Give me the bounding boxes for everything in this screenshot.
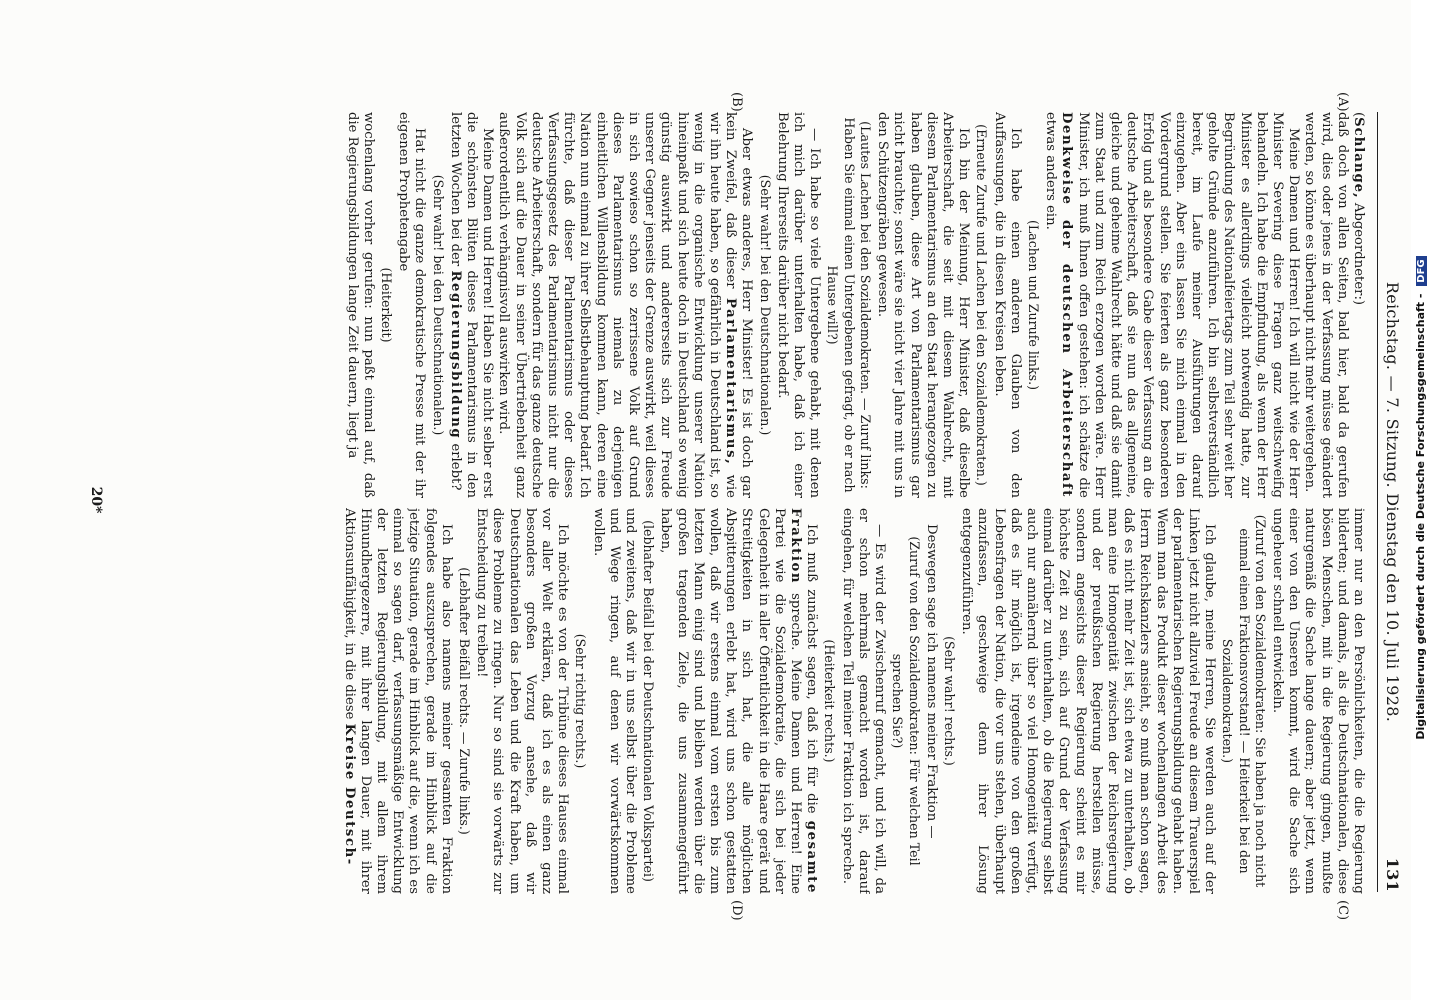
- paragraph-text: spreche. Meine Damen und Herren! Eine Partei wie die Sozialdemokratie, die sich bei jeder Gelegenheit in aller Öffentlichkeit in die Haare gerät und Streitigkeiten in sich hat, die alle möglichen Abspitterungen erlebt hat, wird uns schon gestatten wollen, daß wir erstens einmal vom ersten bis zum letzten Mann einig sind und bleiben werden über die großen tragenden Ziele, die uns zusammengeführt haben,: [658, 508, 804, 894]
- paragraph: immer nur an den Persönlichkeiten, die die Regierung bilderten; und damals, als die Deutschnationalen, diese bösen Menschen, mit in die Regierung gingen, mußte naturgemäß die Sache lange dauern; aber jetzt, wenn einer von den Unseren kommt, wird die Sache sich ungeheuer schnell entwickeln.: [1269, 508, 1366, 894]
- margin-marker-a: (A): [1335, 92, 1350, 112]
- paragraph-text: wie wir ihn heute haben, so gefährlich in Deutschland ist, so wenig in die organische Entwicklung unserer Nation hineinpaßt und sich heute doch in Deutschland so wenig günstig auswirkt und andererseits sich zur Freude unserer Gegner jenseits der Grenze auswirkt, weil dieses in sich sowieso schon so zerrissene Volk auf Grund dieses Parlamentarismus niemals zu derjenigen einheitlichen Willensbildung kommen kann, deren eine Nation nun einmal zu ihrer Selbstbehauptung bedarf. Ich fürchte, daß dieser Parlamentarismus oder dieses Verfassungsgesetz des Parlamentarismus nicht nur die deutsche Arbeiterschaft, sondern für das ganze deutsche Volk sich auf die Dauer in seiner Übertriebenheit ganz außerordentlich verhängnisvoll auswirken wird.: [496, 112, 739, 498]
- emphasis-text: gesamte Fraktion: [788, 508, 820, 894]
- margin-marker-c: (C): [1335, 900, 1350, 921]
- dfg-logo-icon: DFG: [1416, 256, 1427, 285]
- interjection: (Sehr wahr! rechts.): [941, 636, 957, 766]
- sidebar-text-line: [1414, 8, 1434, 988]
- emphasis-text: Kreise Deutsch-: [341, 723, 357, 866]
- paragraph: [495, 112, 754, 498]
- left-column: [121, 112, 1366, 498]
- sidebar-text: Digitalisierung gefördert durch die Deutsche Forschungsgemeinschaft -: [1414, 293, 1427, 740]
- paragraph: Hat nicht die ganze demokratische Presse mit der ihr eigenen Prophetengabe: [396, 112, 428, 498]
- paragraph-text: Ich muß zunächst sagen, daß ich für die: [804, 524, 820, 814]
- paragraph-text: etwas anders ein.: [1043, 112, 1059, 230]
- paragraph-text: erlebt?: [447, 439, 463, 491]
- paragraph: — Ich habe so viele Untergebene gehabt, mit denen ich mich darüber unterhalten habe, daß ich einer Belehrung Ihrerseits darüber nicht bedarf.: [774, 112, 823, 498]
- paragraph-text: Meine Damen und Herren! Haben Sie nicht selber erst die schönsten Blüten dieses Parlamentarismus in den letzten Wochen bei der: [447, 112, 496, 498]
- emphasis-text: Parlamentarismus,: [723, 297, 739, 466]
- paragraph: [340, 508, 453, 894]
- speaker-role: Abgeordneter:: [1351, 198, 1366, 300]
- paragraph: Ich habe einen anderen Glauben von den Auffassungen, die in diesen Kreisen leben.: [991, 112, 1023, 498]
- emphasis-text: Denkweise der deutschen Arbeiterschaft: [1059, 112, 1075, 498]
- paragraph: [657, 508, 819, 894]
- signature-mark: 20*: [88, 486, 104, 514]
- paragraph: daß doch von allen Seiten, bald hier, bald da gerufen wird, dies oder jenes in der Verfassung müsse geändert werden, so könne es überhaupt nicht mehr weitergehen.: [1302, 112, 1350, 498]
- interjection: (Heiterkeit): [379, 267, 395, 343]
- paragraph: — Es wird der Zwischenruf gemacht, und ich will, da er schon mehrmals gemacht worden ist, darauf eingehen, für welchen Teil meiner Fraktion ich spreche.: [839, 508, 888, 894]
- interjection: (Lebhafter Beifall rechts. — Zurufe links.): [457, 567, 473, 835]
- interjection: (Sehr wahr! bei den Deutschnationalen.): [430, 174, 446, 436]
- interjection: (Zuruf von den Sozialdemokraten: Sie haben ja noch nicht einmal einen Fraktionsvorstand! — Heiterkeit bei den Sozialdemokraten.): [1220, 514, 1268, 888]
- interjection: (Erneute Zurufe und Lachen bei den Sozialdemokraten.): [974, 124, 990, 486]
- interjection: (Zuruf von den Sozialdemokraten: Für welchen Teil sprechen Sie?): [890, 536, 922, 866]
- paragraph: wochenlang vorher gerufen: nun paßt einmal auf, daß die Regierungsbildungen lange Zeit dauern, liegt ja: [344, 112, 376, 498]
- paragraph-text: Aber etwas anderes, Herr Minister! Es ist doch gar kein Zweifel, daß dieser: [723, 112, 755, 498]
- digitization-sidebar: [1411, 0, 1434, 1000]
- paragraph: [447, 112, 496, 498]
- interjection: (Lachen und Zurufe links.): [1025, 219, 1041, 391]
- right-column: [121, 508, 1366, 894]
- page-header: [1377, 112, 1406, 892]
- header-title: Reichstag. — 7. Sitzung. Dienstag den 10. Juli 1928.: [1383, 281, 1402, 723]
- interjection: (Sehr richtig rechts.): [573, 633, 589, 769]
- paragraph: Ich glaube, meine Herren, Sie werden auch auf der Linken jetzt nicht allzuviel Freude an diesem Trauerspiel der parlamentarischen Regierungsbildung gehabt haben. Wenn man das Produkt dieser wochenlangen Arbeit des Herrn Reichskanzlers ansieht, so muß man schon sagen, daß es nicht mehr Zeit ist, sich etwa zu unterhalten, ob man eine Homogenität zwischen der Reichsregierung und der preußischen Regierung herstellen müsse, sondern angesichts dieser Regierung scheint es mir höchste Zeit zu sein, sich auf Grund der Verfassung einmal darüber zu unterhalten, ob die Regierung selbst auch nur annähernd über so viel Homogenität verfügt, daß es ihr möglich ist, irgendeine von den großen Lebensfragen der Nation, die vor uns stehen, überhaupt anzufassen, geschweige denn ihrer Lösung entgegenzuführen.: [959, 508, 1218, 894]
- paragraph: (Schlange, Abgeordneter:): [1351, 112, 1366, 306]
- paragraph-text: Meine Damen und Herren! Ich will nicht wie der Herr Minister Severing diese Fragen ganz weitschweifig behandeln. Ich habe die Empfindung, als wenn der Herr Minister es allerdings vielleicht notwendig hatte, zur Begründung des Nationalfeiertags zum Teil sehr weit her geholte Gründe anzuführen. Ich bin selbstverständlich bereit, im Laufe meiner Ausführungen darauf einzugehen. Aber eins lassen Sie mich einmal in den Vordergrund stellen. Sie feierten als ganz besonderen Erfolg und als besondere Gabe dieser Verfassung an die deutsche Arbeiterschaft, daß sie nun das allgemeine, gleiche und geheime Wahlrecht hätte und daß sie damit zum Staat und zum Reich erzogen worden wäre. Herr Minister, ich muß Ihnen offen gestehen: ich schätze die: [1075, 112, 1302, 498]
- paragraph: [1042, 112, 1301, 498]
- paragraph: Ich möchte es von der Tribüne dieses Hauses einmal vor aller Welt erklären, daß ich es als einen ganz besonders großen Vorzug ansehe, daß wir Deutschnationalen das Leben und die Kraft haben, um diese Probleme zu ringen. Nur so sind sie vorwärts zur Entscheidung zu treiben!: [474, 508, 571, 894]
- interjection: (lebhafter Beifall bei der Deutschnationalen Volkspartei): [641, 520, 657, 882]
- page-number: 131: [1383, 857, 1402, 892]
- interjection: (Heiterkeit rechts.): [822, 639, 838, 763]
- paragraph: Ich bin der Meinung, Herr Minister, daß dieselbe Arbeiterschaft, die seit mit diesem Wahlrecht, mit diesem Parlamentarismus an den Staat herangezogen zu haben glauben, diese Art von Parlamentarismus gar nicht brauchte; sonst wäre sie nicht vier Jahre mit uns in den Schützengräben gewesen.: [875, 112, 972, 498]
- margin-marker-d: (D): [729, 900, 744, 921]
- paragraph: Deswegen sage ich namens meiner Fraktion —: [923, 524, 939, 839]
- interjection: (Lautes Lachen bei den Sozialdemokraten. — Zuruf links: Haben Sie einmal einen Untergebenen gefragt, ob er nach Hause will?): [825, 117, 873, 493]
- emphasis-text: Regierungsbildung: [447, 270, 463, 440]
- margin-marker-b: (B): [729, 92, 744, 112]
- paragraph: und zweitens, daß wir in uns selbst über die Probleme und Wege ringen, auf denen wir vorwärtskommen wollen.: [590, 508, 639, 894]
- paragraph-text: Ich habe also namens meiner gesamten Fraktion folgendes auszusprechen, gerade im Hinblick auf die jetzige Situation, gerade im Hinblick auf die, wenn ich es einmal so sagen darf, verfassungsmäßige Entwicklung der letzten Regierungsbildung, mit allem ihrem Hinundhergezerre, mit ihrer langen Dauer, mit ihrer Aktionsunfähigkeit, in die diese: [341, 508, 454, 894]
- speaker-name: Schlange,: [1351, 117, 1366, 199]
- interjection: (Sehr wahr! bei den Deutschnationalen.): [757, 174, 773, 436]
